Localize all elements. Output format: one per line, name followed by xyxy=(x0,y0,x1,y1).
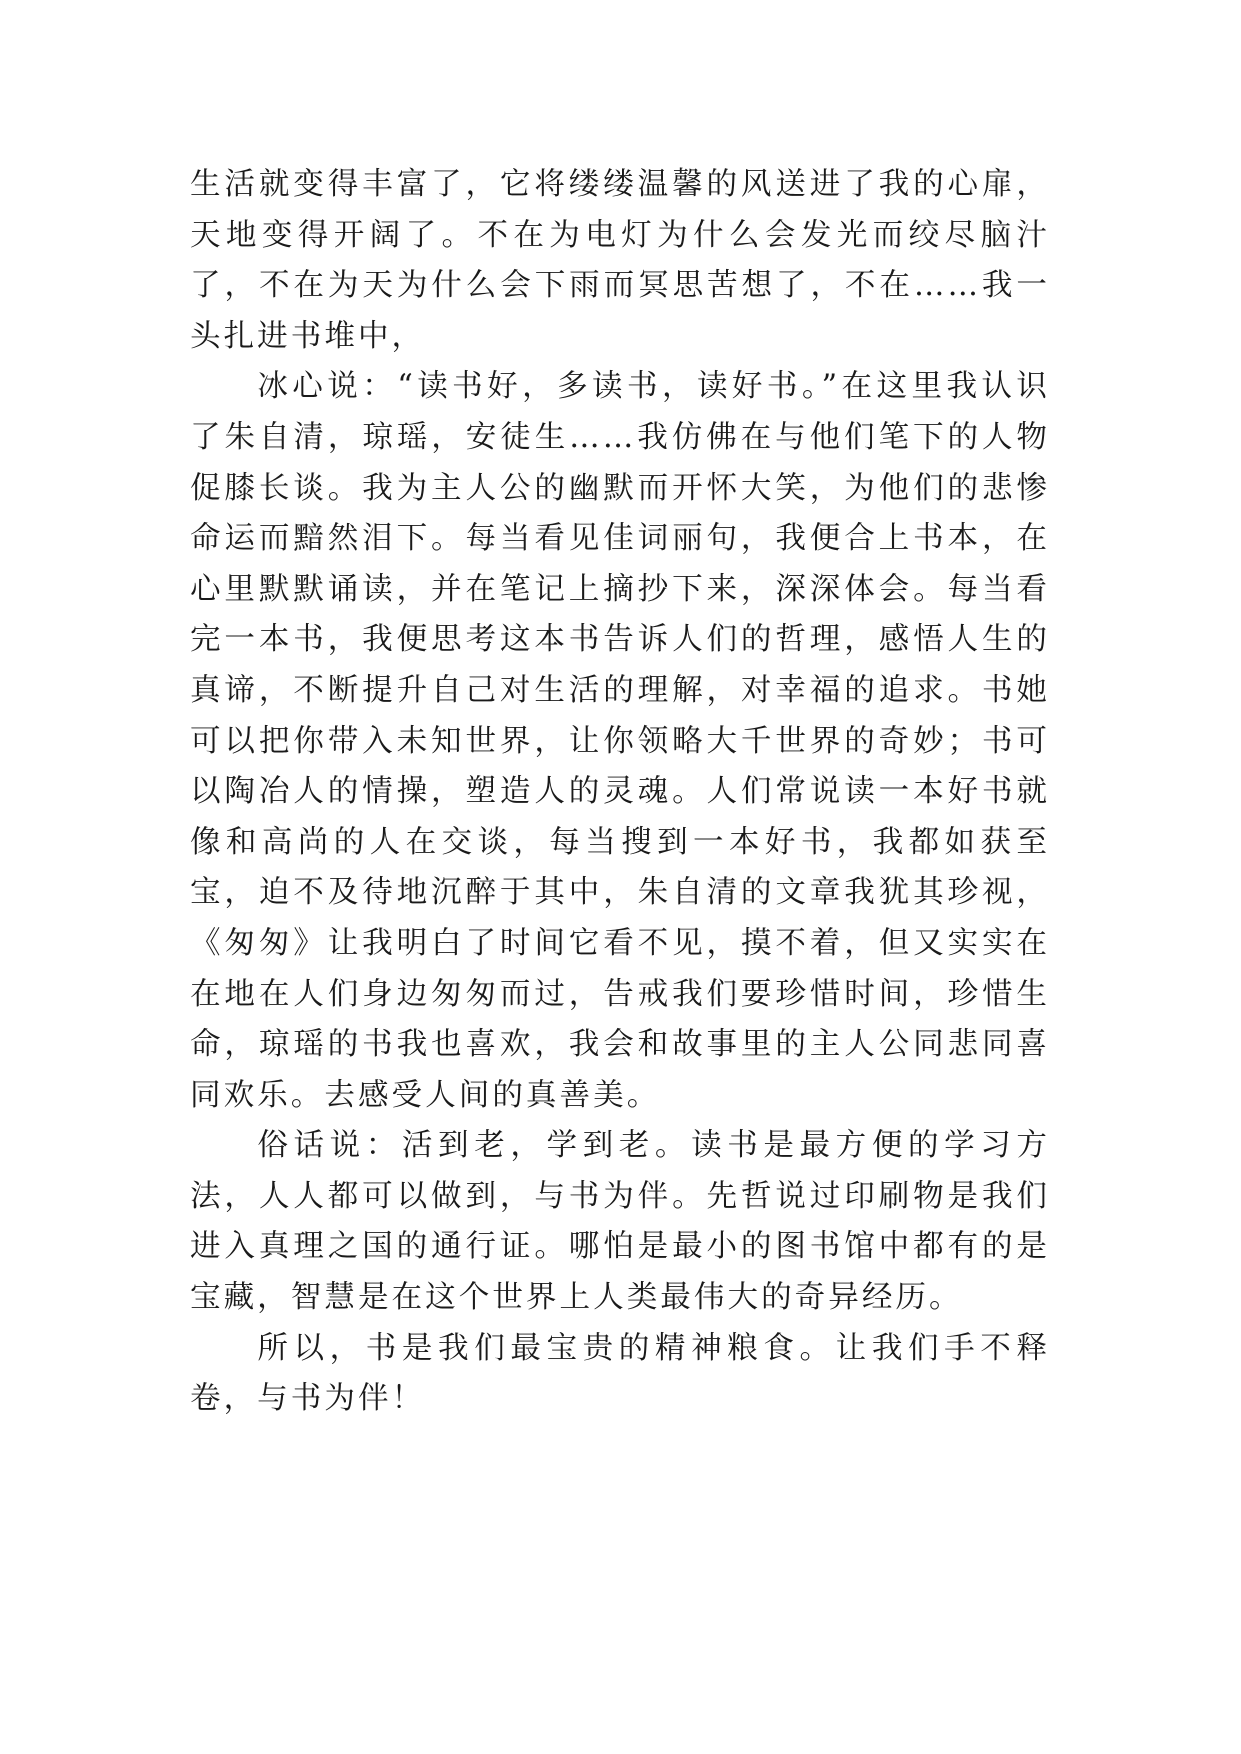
paragraph-1: 生活就变得丰富了，它将缕缕温馨的风送进了我的心扉，天地变得开阔了。不在为电灯为什么会发光而绞尽脑汁了，不在为天为什么会下雨而冥思苦想了，不在……我一头扎进书堆中， xyxy=(190,167,1050,354)
paragraph-2: 冰心说：“读书好，多读书，读好书。”在这里我认识了朱自清，琼瑶，安徒生……我仿佛在与他们笔下的人物促膝长谈。我为主人公的幽默而开怀大笑，为他们的悲惨命运而黯然泪下。每当看见佳词丽句，我便合上书本，在心里默默诵读，并在笔记上摘抄下来，深深体会。每当看完一本书，我便思考这本书告诉人们的哲理，感悟人生的真谛，不断提升自己对生活的理解，对幸福的追求。书她可以把你带入未知世界，让你领略大千世界的奇妙；书可以陶冶人的情操，塑造人的灵魂。人们常说读一本好书就像和高尚的人在交谈，每当搜到一本好书，我都如获至宝，迫不及待地沉醉于其中，朱自清的文章我犹其珍视，《匆匆》让我明白了时间它看不见，摸不着，但又实实在在地在人们身边匆匆而过，告戒我们要珍惜时间，珍惜生命，琼瑶的书我也喜欢，我会和故事里的主人公同悲同喜同欢乐。去感受人间的真善美。 xyxy=(190,369,1050,1113)
paragraph-4: 所以，书是我们最宝贵的精神粮食。让我们手不释卷，与书为伴！ xyxy=(190,1330,1050,1417)
paragraph-3: 俗话说：活到老，学到老。读书是最方便的学习方法，人人都可以做到，与书为伴。先哲说过印刷物是我们进入真理之国的通行证。哪怕是最小的图书馆中都有的是宝藏，智慧是在这个世界上人类最伟大的奇异经历。 xyxy=(190,1128,1050,1316)
document-page xyxy=(190,160,1050,1425)
